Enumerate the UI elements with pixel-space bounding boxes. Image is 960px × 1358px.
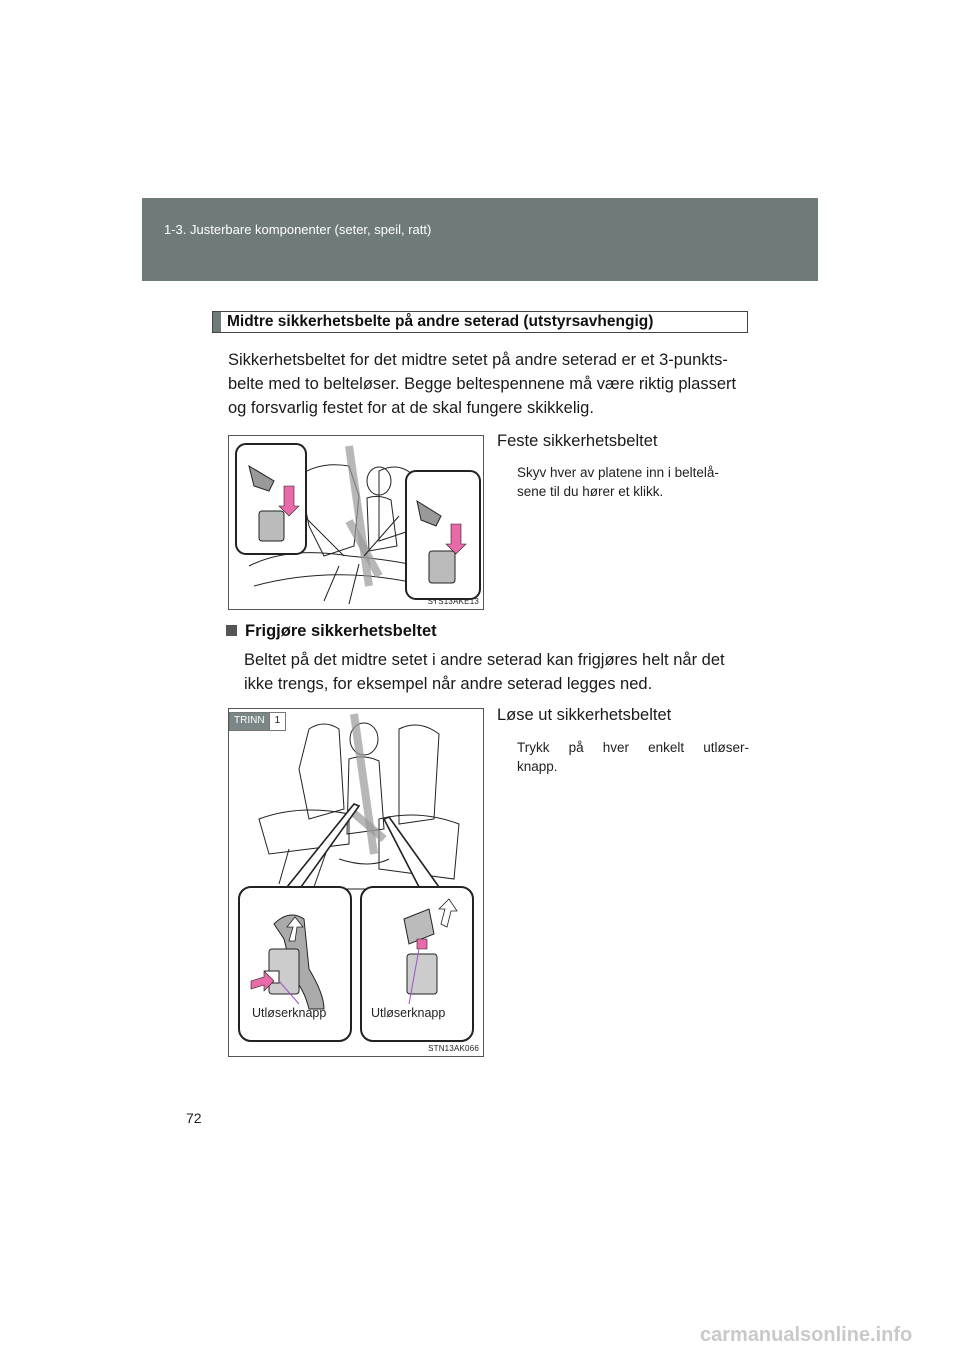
release-line-1: Beltet på det midtre setet i andre seterad kan frigjøres helt når det <box>244 651 725 669</box>
fasten-text-line-1: Skyv hver av platene inn i beltelå- <box>517 465 719 480</box>
section-accent <box>213 312 221 332</box>
release-illustration <box>228 708 484 1057</box>
fasten-drawing <box>229 436 484 610</box>
fasten-illustration <box>228 435 484 610</box>
intro-line-1: Sikkerhetsbeltet for det midtre setet på andre seterad er et 3-punkts- <box>228 351 728 369</box>
release-drawing <box>229 709 484 1057</box>
release-button-callout-right: Utløserknapp <box>371 1006 446 1020</box>
figure-code: STS13AKE13 <box>427 597 479 606</box>
step-label: TRINN <box>230 713 269 730</box>
figure-code: STN13AK066 <box>428 1044 479 1053</box>
release-step-heading: Løse ut sikkerhetsbeltet <box>497 706 672 724</box>
release-step-line-1: Trykk på hver enkelt utløser- <box>517 740 749 755</box>
step-badge <box>229 712 286 731</box>
bullet-square <box>226 625 237 636</box>
release-line-2: ikke trengs, for eksempel når andre seterad legges ned. <box>244 675 653 693</box>
intro-line-2: belte med to belteløser. Begge beltespennene må være riktig plassert <box>228 375 737 393</box>
release-heading <box>226 622 437 641</box>
release-step-line-2: knapp. <box>517 759 558 774</box>
fasten-heading: Feste sikkerhetsbeltet <box>497 432 658 450</box>
chapter-header <box>142 198 818 281</box>
section-title: Midtre sikkerhetsbelte på andre seterad (utstyrsavhengig) <box>227 313 654 330</box>
intro-line-3: og forsvarlig festet for at de skal fungere skikkelig. <box>228 399 594 417</box>
release-heading-text: Frigjøre sikkerhetsbeltet <box>245 622 437 640</box>
section-heading-bar <box>212 311 748 333</box>
chapter-title: 1-3. Justerbare komponenter (seter, speil, ratt) <box>164 222 432 237</box>
watermark: carmanualsonline.info <box>700 1324 913 1346</box>
step-number: 1 <box>269 713 286 730</box>
fasten-text-line-2: sene til du hører et klikk. <box>517 484 664 499</box>
page-number: 72 <box>186 1110 202 1126</box>
release-button-callout-left: Utløserknapp <box>252 1006 327 1020</box>
